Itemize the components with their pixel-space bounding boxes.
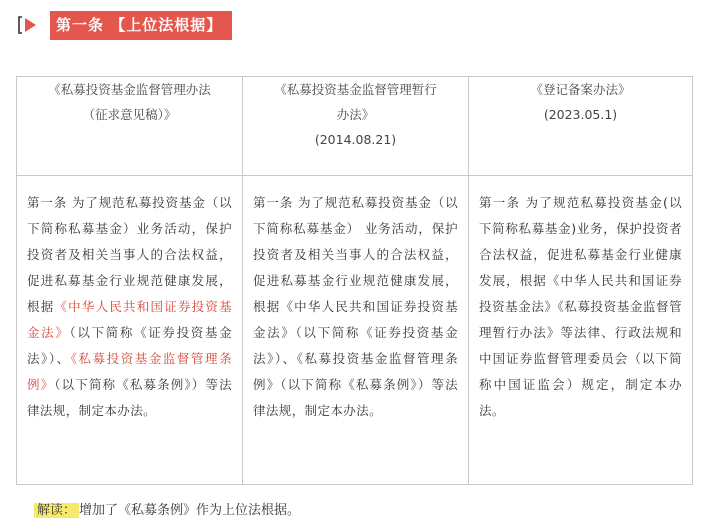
article-text-interim [243, 176, 469, 485]
column-header-registration [469, 77, 693, 176]
interpretation-note [34, 501, 300, 521]
table-body-row [17, 176, 693, 485]
text-run: 第一条 为了规范私募投资基金（以下简称私募基金）业务活动，保护投资者及相关当事人的合法权益，促进私募基金行业规范健康发展，根据 [27, 195, 232, 314]
header-date: (2023.05.1) [543, 107, 618, 122]
article-paragraph [17, 176, 242, 424]
highlighted-law-name: 《私募投资基金监督管理条例》 [27, 351, 232, 392]
header-date: (2014.08.21) [314, 132, 397, 147]
interpretation-text: 增加了《私募条例》作为上位法根据。 [79, 503, 301, 518]
header-line: 《登记备案办法》 [530, 82, 631, 97]
header-line: 《私募投资基金监督管理暂行 [274, 82, 437, 97]
text-run: （以下简称《证券投资基金法》）、 [27, 325, 233, 366]
article-paragraph: 第一条 为了规范私募投资基金（以下简称私募基金） 业务活动，保护投资者及相关当事人的合法权益，促进私募基金行业规范健康发展，根据《中华人民共和国证券投资基金法》（以下简称《证券投资基金法》）、《私募投资基金监督管理条例》（以下简称《私募条例》）等法律法规，制定本办法。 [253, 195, 458, 418]
play-bracket-icon [18, 14, 40, 36]
comparison-table [16, 76, 693, 485]
article-text-draft [17, 176, 243, 485]
header-line: （征求意见稿）》 [82, 107, 177, 122]
table-header-row [17, 77, 693, 176]
column-header-draft [17, 77, 243, 176]
text-run: （以下简称《私募条例》）等法律法规，制定本办法。 [27, 377, 232, 418]
highlighted-law-name: 《中华人民共和国证券投资基金法》 [27, 299, 232, 340]
interpretation-tag: 解读： [34, 503, 79, 518]
section-title: 第一条 【上位法根据】 [50, 11, 232, 40]
column-header-interim [243, 77, 469, 176]
header-line: 《私募投资基金监督管理办法 [48, 82, 211, 97]
article-paragraph: 第一条 为了规范私募投资基金(以下简称私募基金)业务，保护投资者合法权益，促进私募基金行业健康发展，根据《中华人民共和国证券投资基金法》《私募投资基金监督管理暂行办法》等法律、行政法规和中国证券监督管理委员会（以下简称中国证监会）规定，制定本办法。 [479, 195, 682, 418]
article-text-registration [469, 176, 693, 485]
header-line: 办法》 [336, 107, 375, 122]
section-heading [18, 10, 232, 40]
